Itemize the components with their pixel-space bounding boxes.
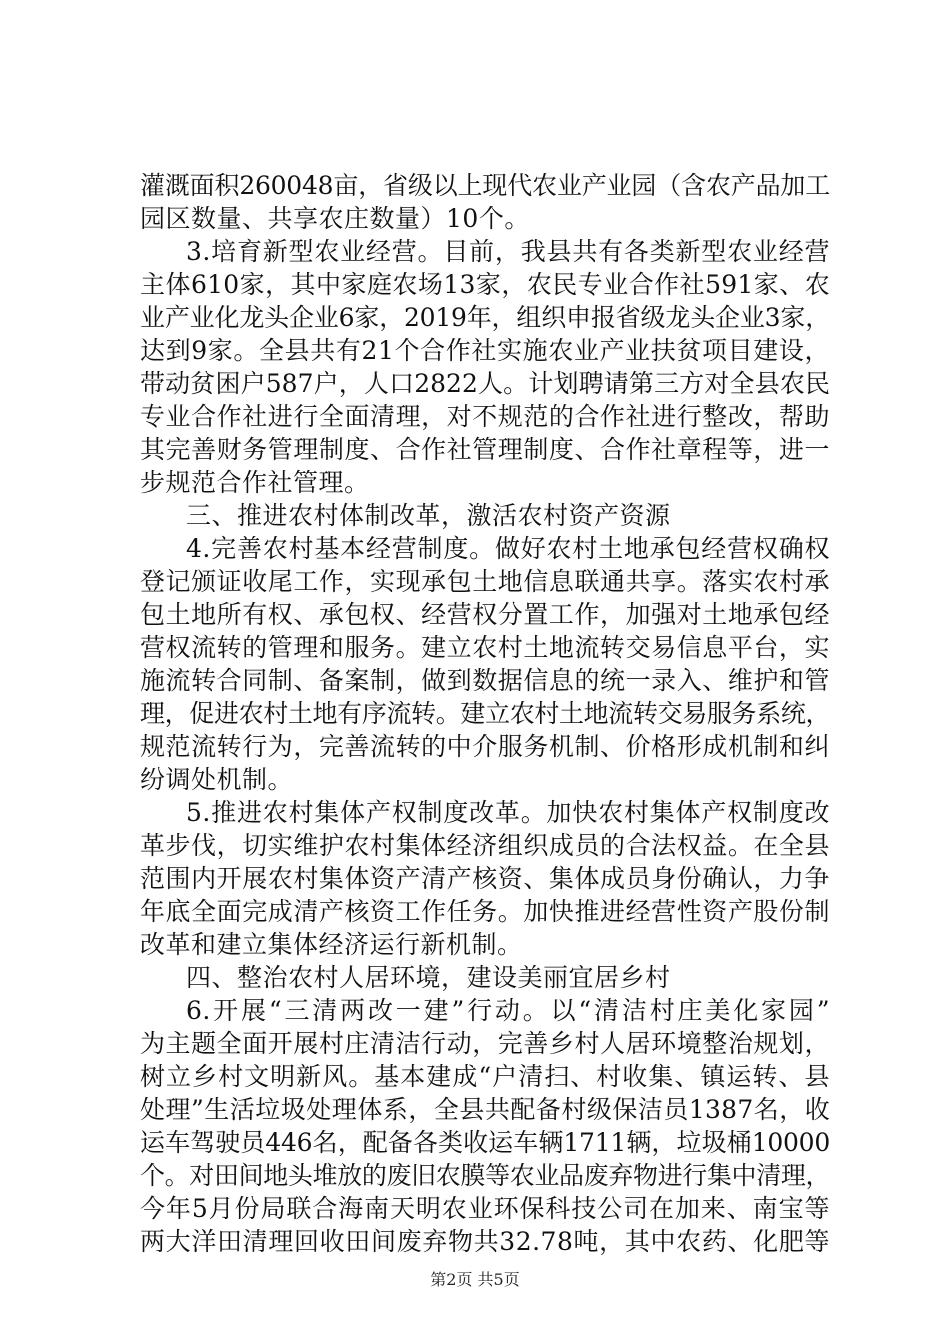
paragraph-line: 运车驾驶员446名，配备各类收运车辆1711辆，垃圾桶10000 bbox=[140, 1128, 830, 1157]
page-number-footer: 第2页 共5页 bbox=[430, 1270, 520, 1289]
paragraph-line: 带动贫困户587户，人口2822人。计划聘请第三方对全县农民 bbox=[140, 369, 830, 398]
paragraph-line: 4.完善农村基本经营制度。做好农村土地承包经营权确权 bbox=[186, 534, 830, 563]
paragraph-line: 主体610家，其中家庭农场13家，农民专业合作社591家、农 bbox=[140, 270, 830, 299]
paragraph-line: 3.培育新型农业经营。目前，我县共有各类新型农业经营 bbox=[186, 237, 830, 266]
paragraph-line: 两大洋田清理回收田间废弃物共32.78吨，其中农药、化肥等 bbox=[140, 1227, 830, 1256]
paragraph-line: 为主题全面开展村庄清洁行动，完善乡村人居环境整治规划， bbox=[140, 1029, 830, 1058]
paragraph-line: 灌溉面积260048亩，省级以上现代农业产业园（含农产品加工 bbox=[140, 171, 830, 200]
section-heading: 四、整治农村人居环境，建设美丽宜居乡村 bbox=[186, 963, 671, 992]
paragraph-line: 登记颁证收尾工作，实现承包土地信息联通共享。落实农村承 bbox=[140, 567, 830, 596]
paragraph-line: 业产业化龙头企业6家，2019年，组织申报省级龙头企业3家， bbox=[140, 303, 830, 332]
paragraph-line: 其完善财务管理制度、合作社管理制度、合作社章程等，进一 bbox=[140, 435, 830, 464]
paragraph-line: 今年5月份局联合海南天明农业环保科技公司在加来、南宝等 bbox=[140, 1194, 830, 1223]
paragraph-line: 6.开展“三清两改一建”行动。以“清洁村庄美化家园” bbox=[186, 996, 830, 1025]
paragraph-line: 包土地所有权、承包权、经营权分置工作，加强对土地承包经 bbox=[140, 600, 830, 629]
paragraph-line: 规范流转行为，完善流转的中介服务机制、价格形成机制和纠 bbox=[140, 732, 830, 761]
paragraph-line: 施流转合同制、备案制，做到数据信息的统一录入、维护和管 bbox=[140, 666, 830, 695]
paragraph-line: 专业合作社进行全面清理，对不规范的合作社进行整改，帮助 bbox=[140, 402, 830, 431]
section-heading: 三、推进农村体制改革，激活农村资产资源 bbox=[186, 501, 671, 530]
paragraph-line: 革步伐，切实维护农村集体经济组织成员的合法权益。在全县 bbox=[140, 831, 830, 860]
paragraph-line: 年底全面完成清产核资工作任务。加快推进经营性资产股份制 bbox=[140, 897, 830, 926]
paragraph-line: 纷调处机制。 bbox=[140, 765, 294, 794]
paragraph-line: 个。对田间地头堆放的废旧农膜等农业品废弃物进行集中清理， bbox=[140, 1161, 830, 1190]
paragraph-line: 营权流转的管理和服务。建立农村土地流转交易信息平台，实 bbox=[140, 633, 830, 662]
paragraph-line: 范围内开展农村集体资产清产核资、集体成员身份确认，力争 bbox=[140, 864, 830, 893]
paragraph-line: 步规范合作社管理。 bbox=[140, 468, 370, 497]
paragraph-line: 改革和建立集体经济运行新机制。 bbox=[140, 930, 523, 959]
paragraph-line: 园区数量、共享农庄数量）10个。 bbox=[140, 204, 530, 233]
paragraph-line: 达到9家。全县共有21个合作社实施农业产业扶贫项目建设， bbox=[140, 336, 830, 365]
paragraph-line: 理，促进农村土地有序流转。建立农村土地流转交易服务系统， bbox=[140, 699, 830, 728]
paragraph-line: 处理”生活垃圾处理体系，全县共配备村级保洁员1387名，收 bbox=[140, 1095, 830, 1124]
paragraph-line: 5.推进农村集体产权制度改革。加快农村集体产权制度改 bbox=[186, 798, 830, 827]
paragraph-line: 树立乡村文明新风。基本建成“户清扫、村收集、镇运转、县 bbox=[140, 1062, 830, 1091]
